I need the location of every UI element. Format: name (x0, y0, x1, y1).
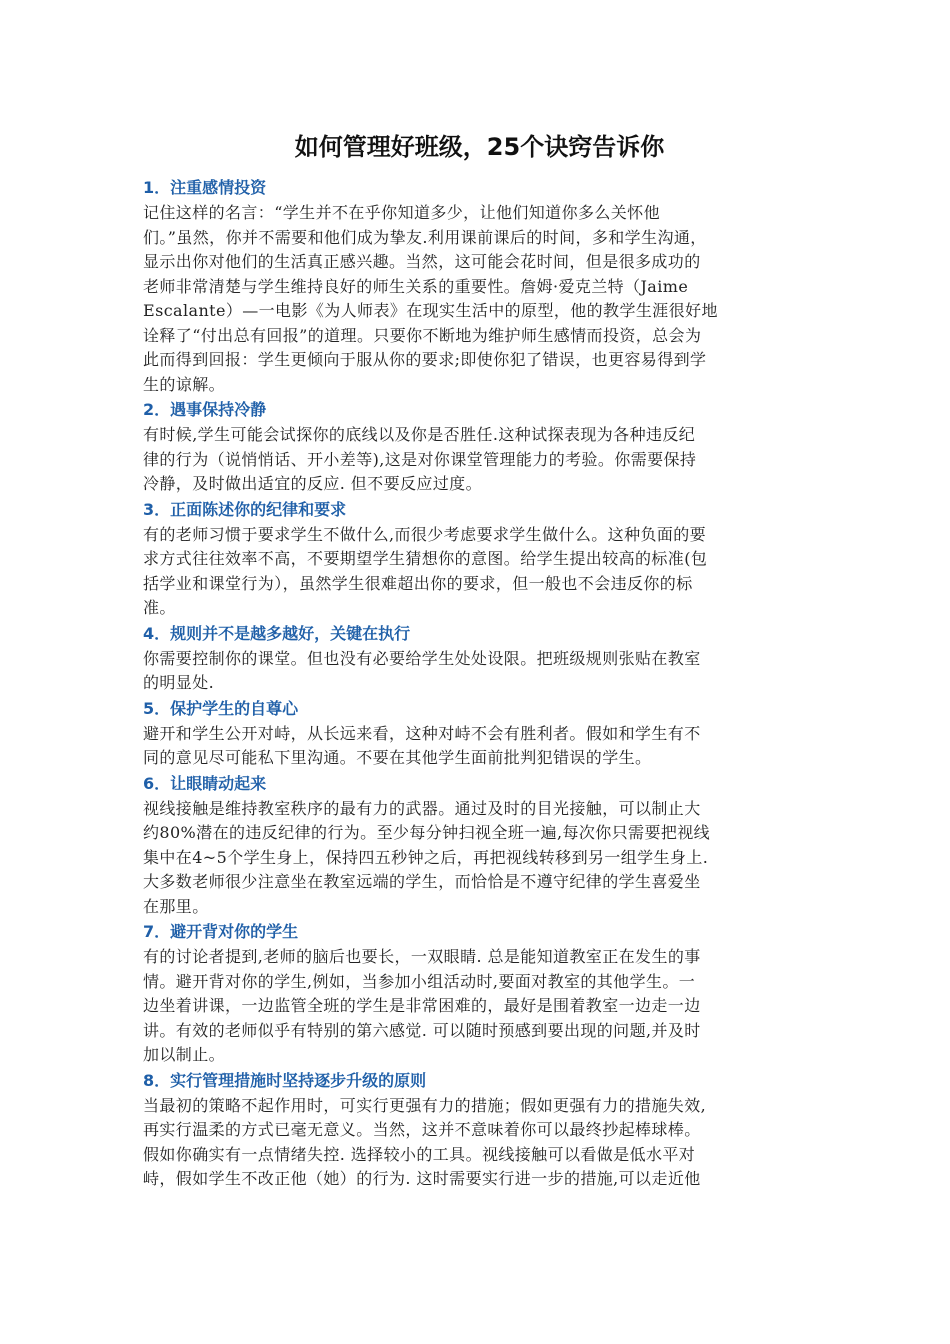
section-heading: 1．注重感情投资 (143, 178, 267, 197)
section-7 (143, 919, 810, 1068)
paragraph-line: 同的意见尽可能私下里沟通。不要在其他学生面前批判犯错误的学生。 (143, 748, 652, 767)
paragraph-line: 生的谅解。 (143, 374, 226, 394)
paragraph-line: 老师非常清楚与学生维持良好的师生关系的重要性。詹姆·爱克兰特（Jaime (143, 276, 689, 296)
paragraph-line: 在那里。 (143, 896, 209, 916)
section-heading: 5．保护学生的自尊心 (143, 698, 299, 718)
paragraph-line: 律的行为（说悄悄话、开小差等),这是对你课堂管理能力的考验。你需要保持 (143, 449, 697, 469)
paragraph-line: 当最初的策略不起作用时，可实行更强有力的措施；假如更强有力的措施失效, (143, 1095, 707, 1115)
section-8 (143, 1068, 810, 1192)
paragraph-line: 的明显处. (143, 673, 215, 692)
section-1 (143, 175, 810, 397)
paragraph-line: 假如你确实有一点情绪失控. 选择较小的工具。视线接触可以看做是低水平对 (143, 1144, 696, 1164)
document-body (143, 175, 810, 1192)
section-heading: 3．正面陈述你的纪律和要求 (143, 499, 347, 519)
section-6 (143, 771, 810, 920)
paragraph-line: 们。”虽然，你并不需要和他们成为挚友.利用课前课后的时间，多和学生沟通， (143, 227, 707, 247)
section-heading: 8．实行管理措施时坚持逐步升级的原则 (143, 1070, 427, 1090)
paragraph-line: 情。避开背对你的学生,例如，当参加小组活动时,要面对教室的其他学生。一 (143, 971, 696, 991)
section-heading: 4．规则并不是越多越好，关键在执行 (143, 623, 411, 643)
paragraph-line: 加以制止。 (143, 1045, 226, 1064)
section-heading: 6．让眼睛动起来 (143, 773, 267, 793)
paragraph-line: 再实行温柔的方式已毫无意义。当然，这并不意味着你可以最终抄起棒球棒。 (143, 1120, 701, 1139)
paragraph-line: 括学业和课堂行为），虽然学生很难超出你的要求，但一般也不会违反你的标 (143, 573, 693, 593)
section-4 (143, 621, 810, 696)
paragraph-line: 冷静，及时做出适宜的反应. 但不要反应过度。 (143, 474, 482, 493)
section-paragraph (143, 945, 810, 1068)
paragraph-line: 求方式往往效率不高，不要期望学生猜想你的意图。给学生提出较高的标准(包 (143, 549, 708, 568)
section-3 (143, 497, 810, 621)
paragraph-line: 边坐着讲课，一边监管全班的学生是非常困难的，最好是围着教室一边走一边 (143, 996, 701, 1015)
section-paragraph (143, 523, 810, 621)
section-paragraph (143, 201, 810, 397)
section-paragraph (143, 722, 810, 771)
paragraph-line: 约80%潜在的违反纪律的行为。至少每分钟扫视全班一遍,每次你只需要把视线 (143, 823, 711, 842)
paragraph-line: 显示出你对他们的生活真正感兴趣。当然，这可能会花时间，但是很多成功的 (143, 252, 701, 271)
paragraph-line: 你需要控制你的课堂。但也没有必要给学生处处设限。把班级规则张贴在教室 (143, 648, 701, 668)
section-heading: 7．避开背对你的学生 (143, 922, 299, 941)
paragraph-line: 有的讨论者提到,老师的脑后也要长，一双眼睛. 总是能知道教室正在发生的事 (143, 947, 701, 966)
paragraph-line: 准。 (143, 598, 176, 617)
paragraph-line: 有的老师习惯于要求学生不做什么,而很少考虑要求学生做什么。这种负面的要 (143, 524, 707, 544)
paragraph-line: 集中在4~5个学生身上，保持四五秒钟之后，再把视线转移到另一组学生身上. (143, 847, 709, 867)
paragraph-line: Escalante）—一电影《为人师表》在现实生活中的原型，他的教学生涯很好地 (143, 301, 718, 320)
section-paragraph (143, 647, 810, 696)
section-heading: 2．遇事保持冷静 (143, 400, 267, 419)
paragraph-line: 峙，假如学生不改正他（她）的行为. 这时需要实行进一步的措施,可以走近他 (143, 1169, 701, 1188)
paragraph-line: 诠释了“付出总有回报”的道理。只要你不断地为维护师生感情而投资，总会为 (143, 325, 702, 345)
paragraph-line: 讲。有效的老师似乎有特别的第六感觉. 可以随时预感到要出现的问题,并及时 (143, 1020, 701, 1040)
paragraph-line: 此而得到回报：学生更倾向于服从你的要求;即使你犯了错误，也更容易得到学 (143, 350, 707, 369)
paragraph-line: 大多数老师很少注意坐在教室远端的学生，而恰恰是不遵守纪律的学生喜爱坐 (143, 872, 701, 891)
section-paragraph (143, 1094, 810, 1192)
section-paragraph (143, 423, 810, 497)
paragraph-line: 避开和学生公开对峙，从长远来看，这种对峙不会有胜利者。假如和学生有不 (143, 723, 701, 743)
section-5 (143, 696, 810, 771)
paragraph-line: 视线接触是维持教室秩序的最有力的武器。通过及时的目光接触，可以制止大 (143, 798, 701, 818)
paragraph-line: 记住这样的名言：“学生并不在乎你知道多少，让他们知道你多么关怀他 (143, 203, 660, 222)
section-2 (143, 397, 810, 497)
paragraph-line: 有时候,学生可能会试探你的底线以及你是否胜任.这种试探表现为各种违反纪 (143, 425, 696, 444)
section-paragraph (143, 797, 810, 920)
document-title: 如何管理好班级，25个诀窍告诉你 (294, 133, 665, 161)
